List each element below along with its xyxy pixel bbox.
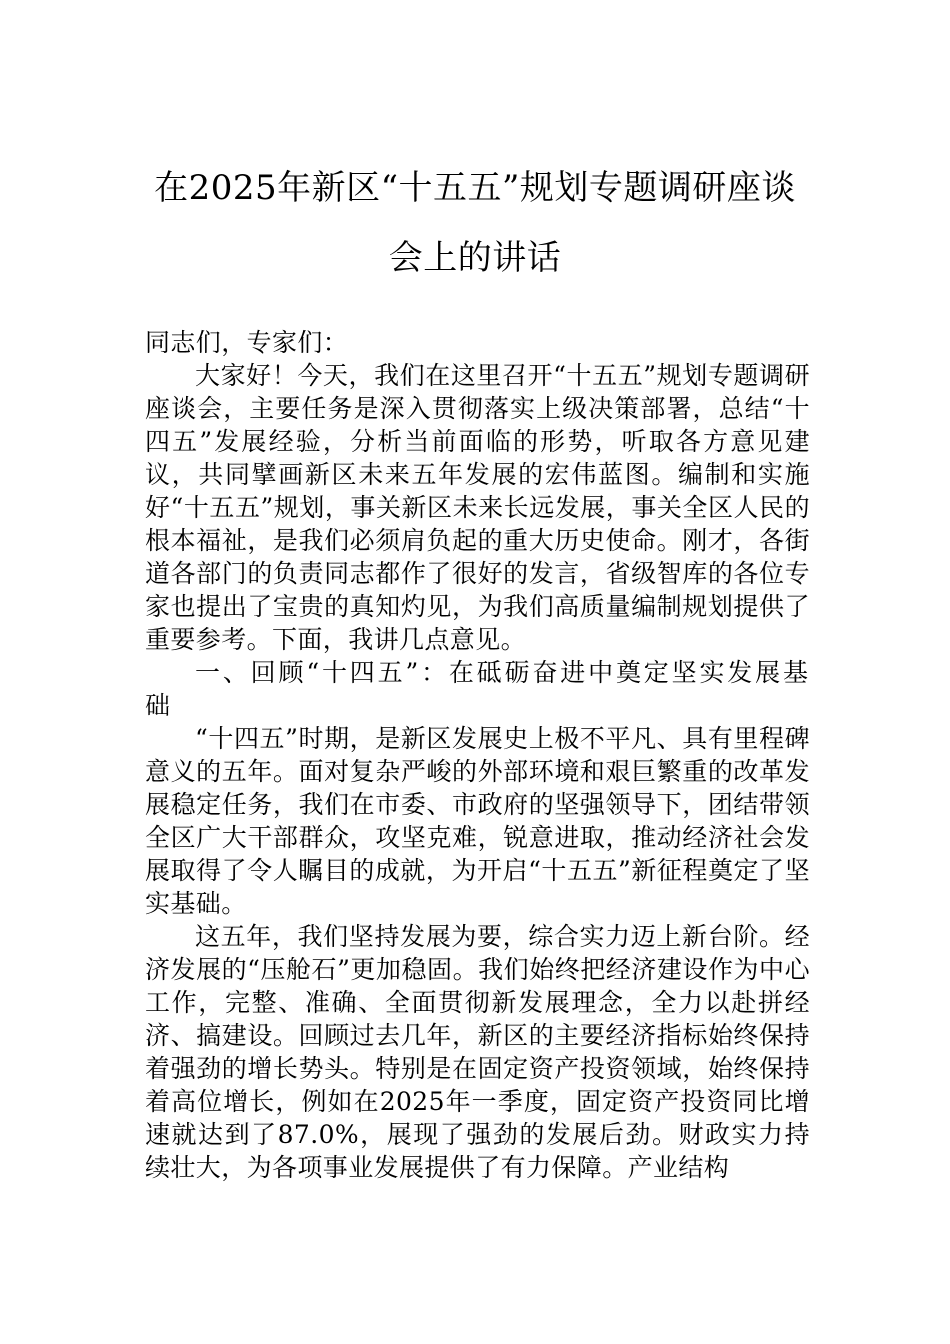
- section-heading-1: 一、回顾“十四五”：在砥砺奋进中奠定坚实发展基础: [145, 658, 810, 720]
- paragraph-five-years: 这五年，我们坚持发展为要，综合实力迈上新台阶。经济发展的“压舱石”更加稳固。我们始终把经济建设作为中心工作，完整、准确、全面贯彻新发展理念，全力以赴拼经济、搞建设。回顾过去几年，新区的主要经济指标始终保持着强劲的增长势头。特别是在固定资产投资领域，始终保持着高位增长，例如在2025年一季度，固定资产投资同比增速就达到了87.0%，展现了强劲的发展后劲。财政实力持续壮大，为各项事业发展提供了有力保障。产业结构: [145, 922, 810, 1182]
- document-body: [145, 326, 810, 1184]
- document-title-line-1: 在2025年新区“十五五”规划专题调研座谈: [154, 168, 796, 208]
- salutation: 同志们，专家们：: [145, 328, 349, 357]
- document-title-line-2: 会上的讲话: [388, 238, 562, 278]
- paragraph-review: “十四五”时期，是新区发展史上极不平凡、具有里程碑意义的五年。面对复杂严峻的外部环境和艰巨繁重的改革发展稳定任务，我们在市委、市政府的坚强领导下，团结带领全区广大干部群众，攻坚克难，锐意进取，推动经济社会发展取得了令人瞩目的成就，为开启“十五五”新征程奠定了坚实基础。: [145, 724, 810, 918]
- paragraph-opening: 大家好！今天，我们在这里召开“十五五”规划专题调研座谈会，主要任务是深入贯彻落实上级决策部署，总结“十四五”发展经验，分析当前面临的形势，听取各方意见建议，共同擘画新区未来五年发展的宏伟蓝图。编制和实施好“十五五”规划，事关新区未来长远发展，事关全区人民的根本福祉，是我们必须肩负起的重大历史使命。刚才，各街道各部门的负责同志都作了很好的发言，省级智库的各位专家也提出了宝贵的真知灼见，为我们高质量编制规划提供了重要参考。下面，我讲几点意见。: [145, 361, 810, 654]
